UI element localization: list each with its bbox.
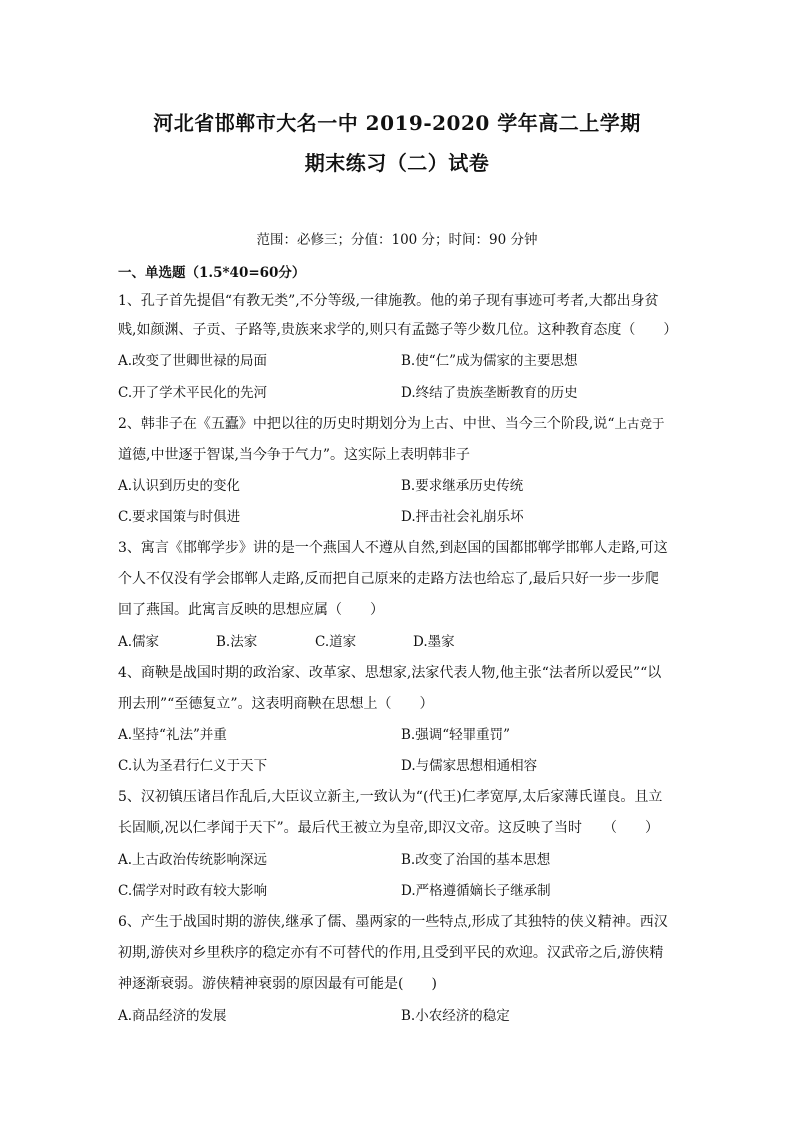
question-1-option-d: D.终结了贵族垄断教育的历史 [401, 385, 578, 401]
question-4-option-c: C.认为圣君行仁义于天下 [118, 758, 268, 774]
question-4-option-a: A.坚持“礼法”并重 [118, 727, 227, 743]
question-3-text-line1: 3、寓言《邯郸学步》讲的是一个燕国人不遵从自然,到赵国的国都邯郸学邯郸人走路,可这 [118, 540, 668, 556]
question-4-text-line1: 4、商鞅是战国时期的政治家、改革家、思想家,法家代表人物,他主张“法者所以爱民”“以 [118, 665, 662, 681]
question-2-text-line2: 道德,中世逐于智谋,当今争于气力”。这实际上表明韩非子 [118, 447, 471, 463]
question-2-option-a: A.认识到历史的变化 [118, 478, 241, 494]
question-2-option-c: C.要求国策与时俱进 [118, 509, 241, 525]
exam-title-line2: 期末练习（二）试卷 [304, 151, 490, 175]
question-2-text-quote: 上古竞于 [614, 416, 665, 431]
exam-range-info: 范围：必修三；分值：100 分；时间：90 分钟 [256, 232, 538, 248]
question-5-text-line2: 长固顺,况以仁孝闻于天下”。最后代王被立为皇帝,即汉文帝。这反映了当时 （ ） [118, 820, 660, 836]
question-6-option-b: B.小农经济的稳定 [401, 1008, 510, 1024]
question-5-option-a: A.上古政治传统影响深远 [118, 852, 268, 868]
question-6-option-a: A.商品经济的发展 [118, 1008, 227, 1024]
question-1-option-c: C.开了学术平民化的先河 [118, 385, 268, 401]
question-5-option-b: B.改变了治国的基本思想 [401, 852, 551, 868]
question-3-option-c: C.道家 [315, 634, 357, 650]
question-1-text-line2: 贱,如颜渊、子贡、子路等,贵族来求学的,则只有孟懿子等少数几位。这种教育态度（ ） [118, 322, 678, 338]
question-3-option-d: D.墨家 [413, 634, 455, 650]
question-6-text-line2: 初期,游侠对乡里秩序的稳定亦有不可替代的作用,且受到平民的欢迎。汉武帝之后,游侠精 [118, 945, 664, 961]
question-5-option-c: C.儒学对时政有较大影响 [118, 883, 268, 899]
section-heading: 一、单选题（1.5*40=60分） [118, 265, 306, 281]
question-1-text-line1: 1、孔子首先提倡“有教无类”,不分等级,一律施教。他的弟子现有事迹可考者,大都出身贫 [118, 293, 659, 309]
question-4-text-line2: 刑去刑”“至德复立”。这表明商鞅在思想上（ ） [118, 696, 434, 712]
exam-title-line1: 河北省邯郸市大名一中 2019-2020 学年高二上学期 [153, 111, 641, 135]
question-2-text-line1 [118, 414, 665, 434]
question-4-option-d: D.与儒家思想相通相容 [401, 758, 538, 774]
question-2-option-b: B.要求继承历史传统 [401, 478, 524, 494]
question-6-text-line1: 6、产生于战国时期的游侠,继承了儒、墨两家的一些特点,形成了其独特的侠义精神。西汉 [118, 914, 668, 930]
question-5-text-line1: 5、汉初镇压诸吕作乱后,大臣议立新主,一致认为“(代王)仁孝宽厚,太后家薄氏谨良。且立 [118, 789, 663, 805]
question-5-option-d: D.严格遵循嫡长子继承制 [401, 883, 551, 899]
question-3-text-line3: 回了燕国。此寓言反映的思想应属（ ） [118, 602, 384, 618]
question-1-option-a: A.改变了世卿世禄的局面 [118, 353, 268, 369]
question-2-option-d: D.抨击社会礼崩乐坏 [401, 509, 524, 525]
question-4-option-b: B.强调“轻罪重罚” [401, 727, 511, 743]
question-1-option-b: B.使“仁”成为儒家的主要思想 [401, 353, 578, 369]
question-2-text-main: 2、韩非子在《五蠹》中把以往的历史时期划分为上古、中世、当今三个阶段,说“ [118, 416, 615, 432]
question-3-option-b: B.法家 [216, 634, 258, 650]
question-3-text-line2: 个人不仅没有学会邯郸人走路,反而把自己原来的走路方法也给忘了,最后只好一步一步爬 [118, 571, 659, 587]
question-3-option-a: A.儒家 [118, 634, 160, 650]
question-6-text-line3: 神逐渐衰弱。游侠精神衰弱的原因最有可能是( ) [118, 976, 437, 992]
